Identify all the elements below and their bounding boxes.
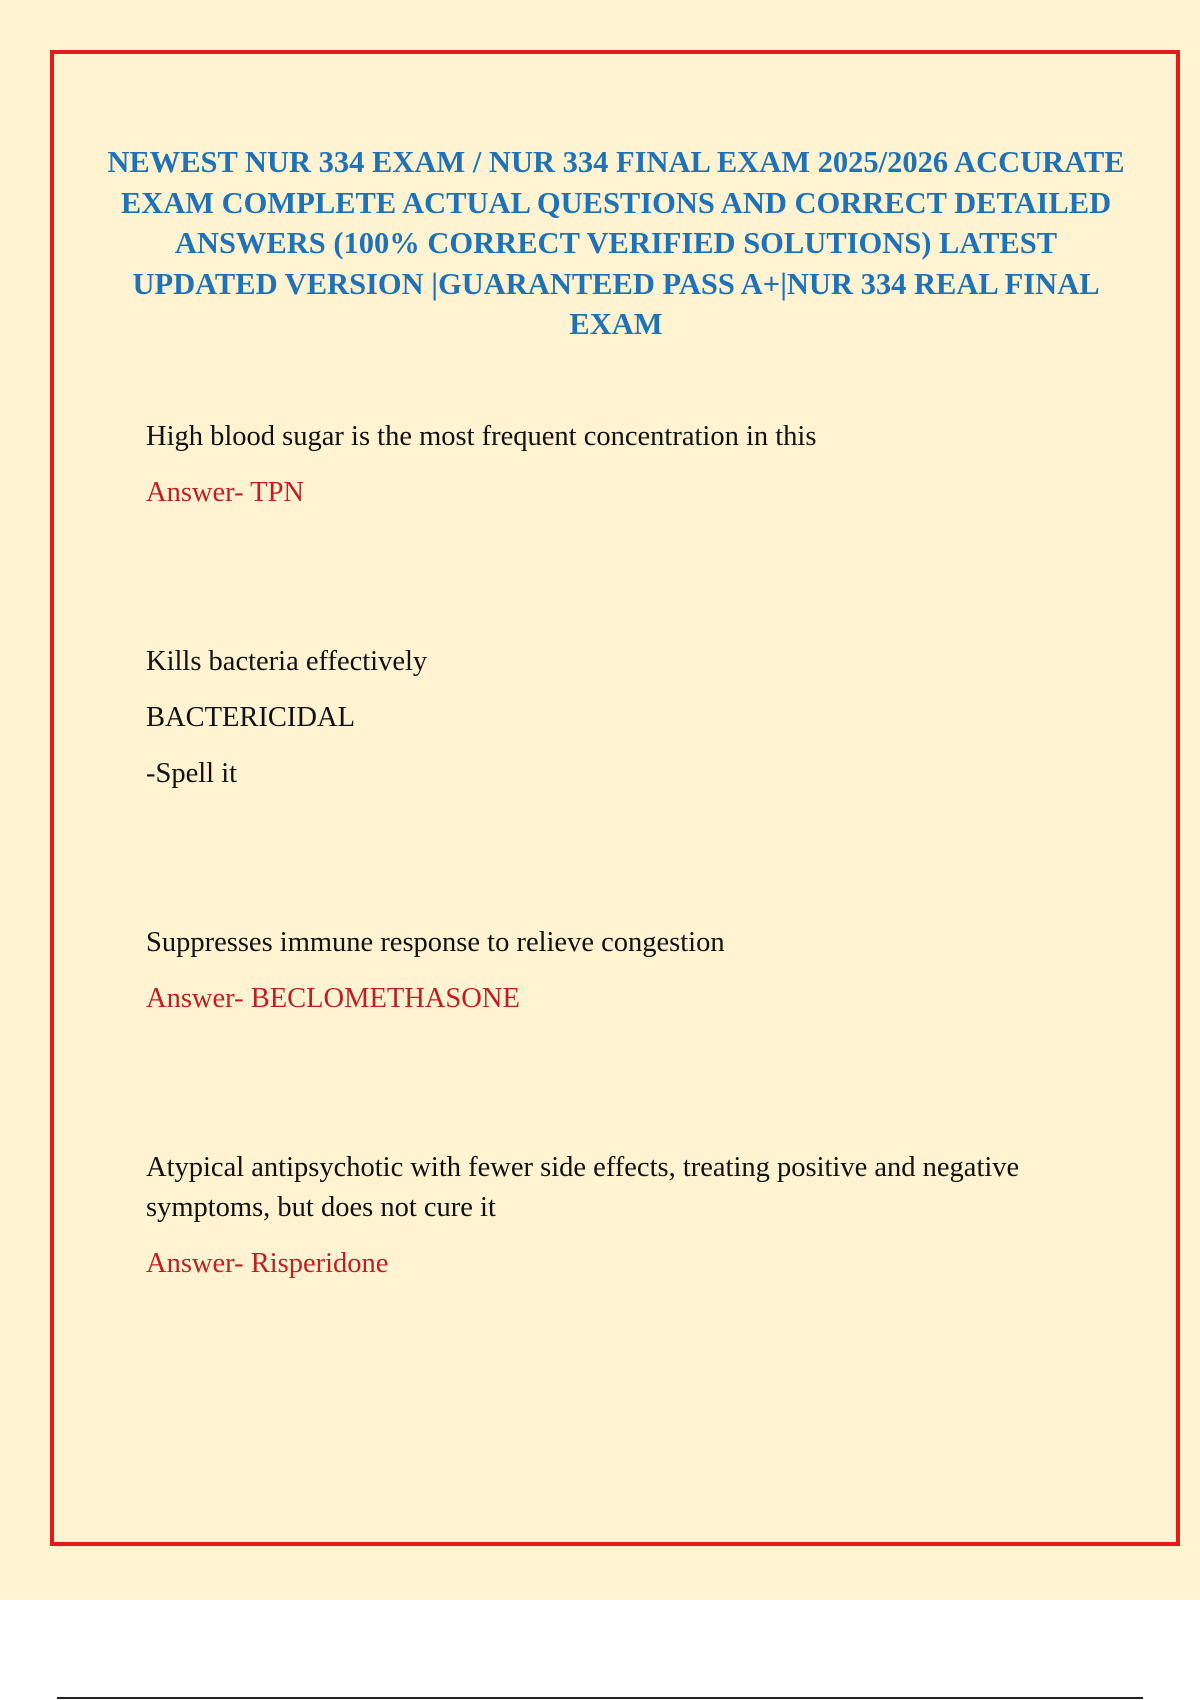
answer-text: Answer- TPN — [146, 477, 305, 508]
answer-note: -Spell it — [146, 758, 238, 789]
answer-text: BACTERICIDAL — [146, 702, 355, 733]
footer-divider — [57, 1697, 1143, 1699]
question-text: Atypical antipsychotic with fewer side effects, treating positive and negative symptoms, but does not cure it — [146, 1152, 1020, 1223]
question-text: Suppresses immune response to relieve congestion — [146, 927, 725, 958]
qa-item-3 — [146, 923, 1046, 1019]
question-text: Kills bacteria effectively — [146, 646, 428, 677]
qa-item-4 — [146, 1148, 1046, 1284]
qa-item-2 — [146, 642, 1046, 794]
question-text: High blood sugar is the most frequent concentration in this — [146, 421, 817, 452]
answer-text: Answer- BECLOMETHASONE — [146, 983, 520, 1014]
answer-text: Answer- Risperidone — [146, 1248, 389, 1279]
document-title: NEWEST NUR 334 EXAM / NUR 334 FINAL EXAM 2025/2026 ACCURATE EXAM COMPLETE ACTUAL QUESTIONS AND CORRECT DETAILED ANSWERS (100% CORRECT VERIFIED SOLUTIONS) LATEST UPDATED VERSION |GUARANTEED PASS A+|NUR 334 REAL FINAL EXAM — [107, 145, 1125, 341]
qa-item-1 — [146, 417, 1046, 513]
